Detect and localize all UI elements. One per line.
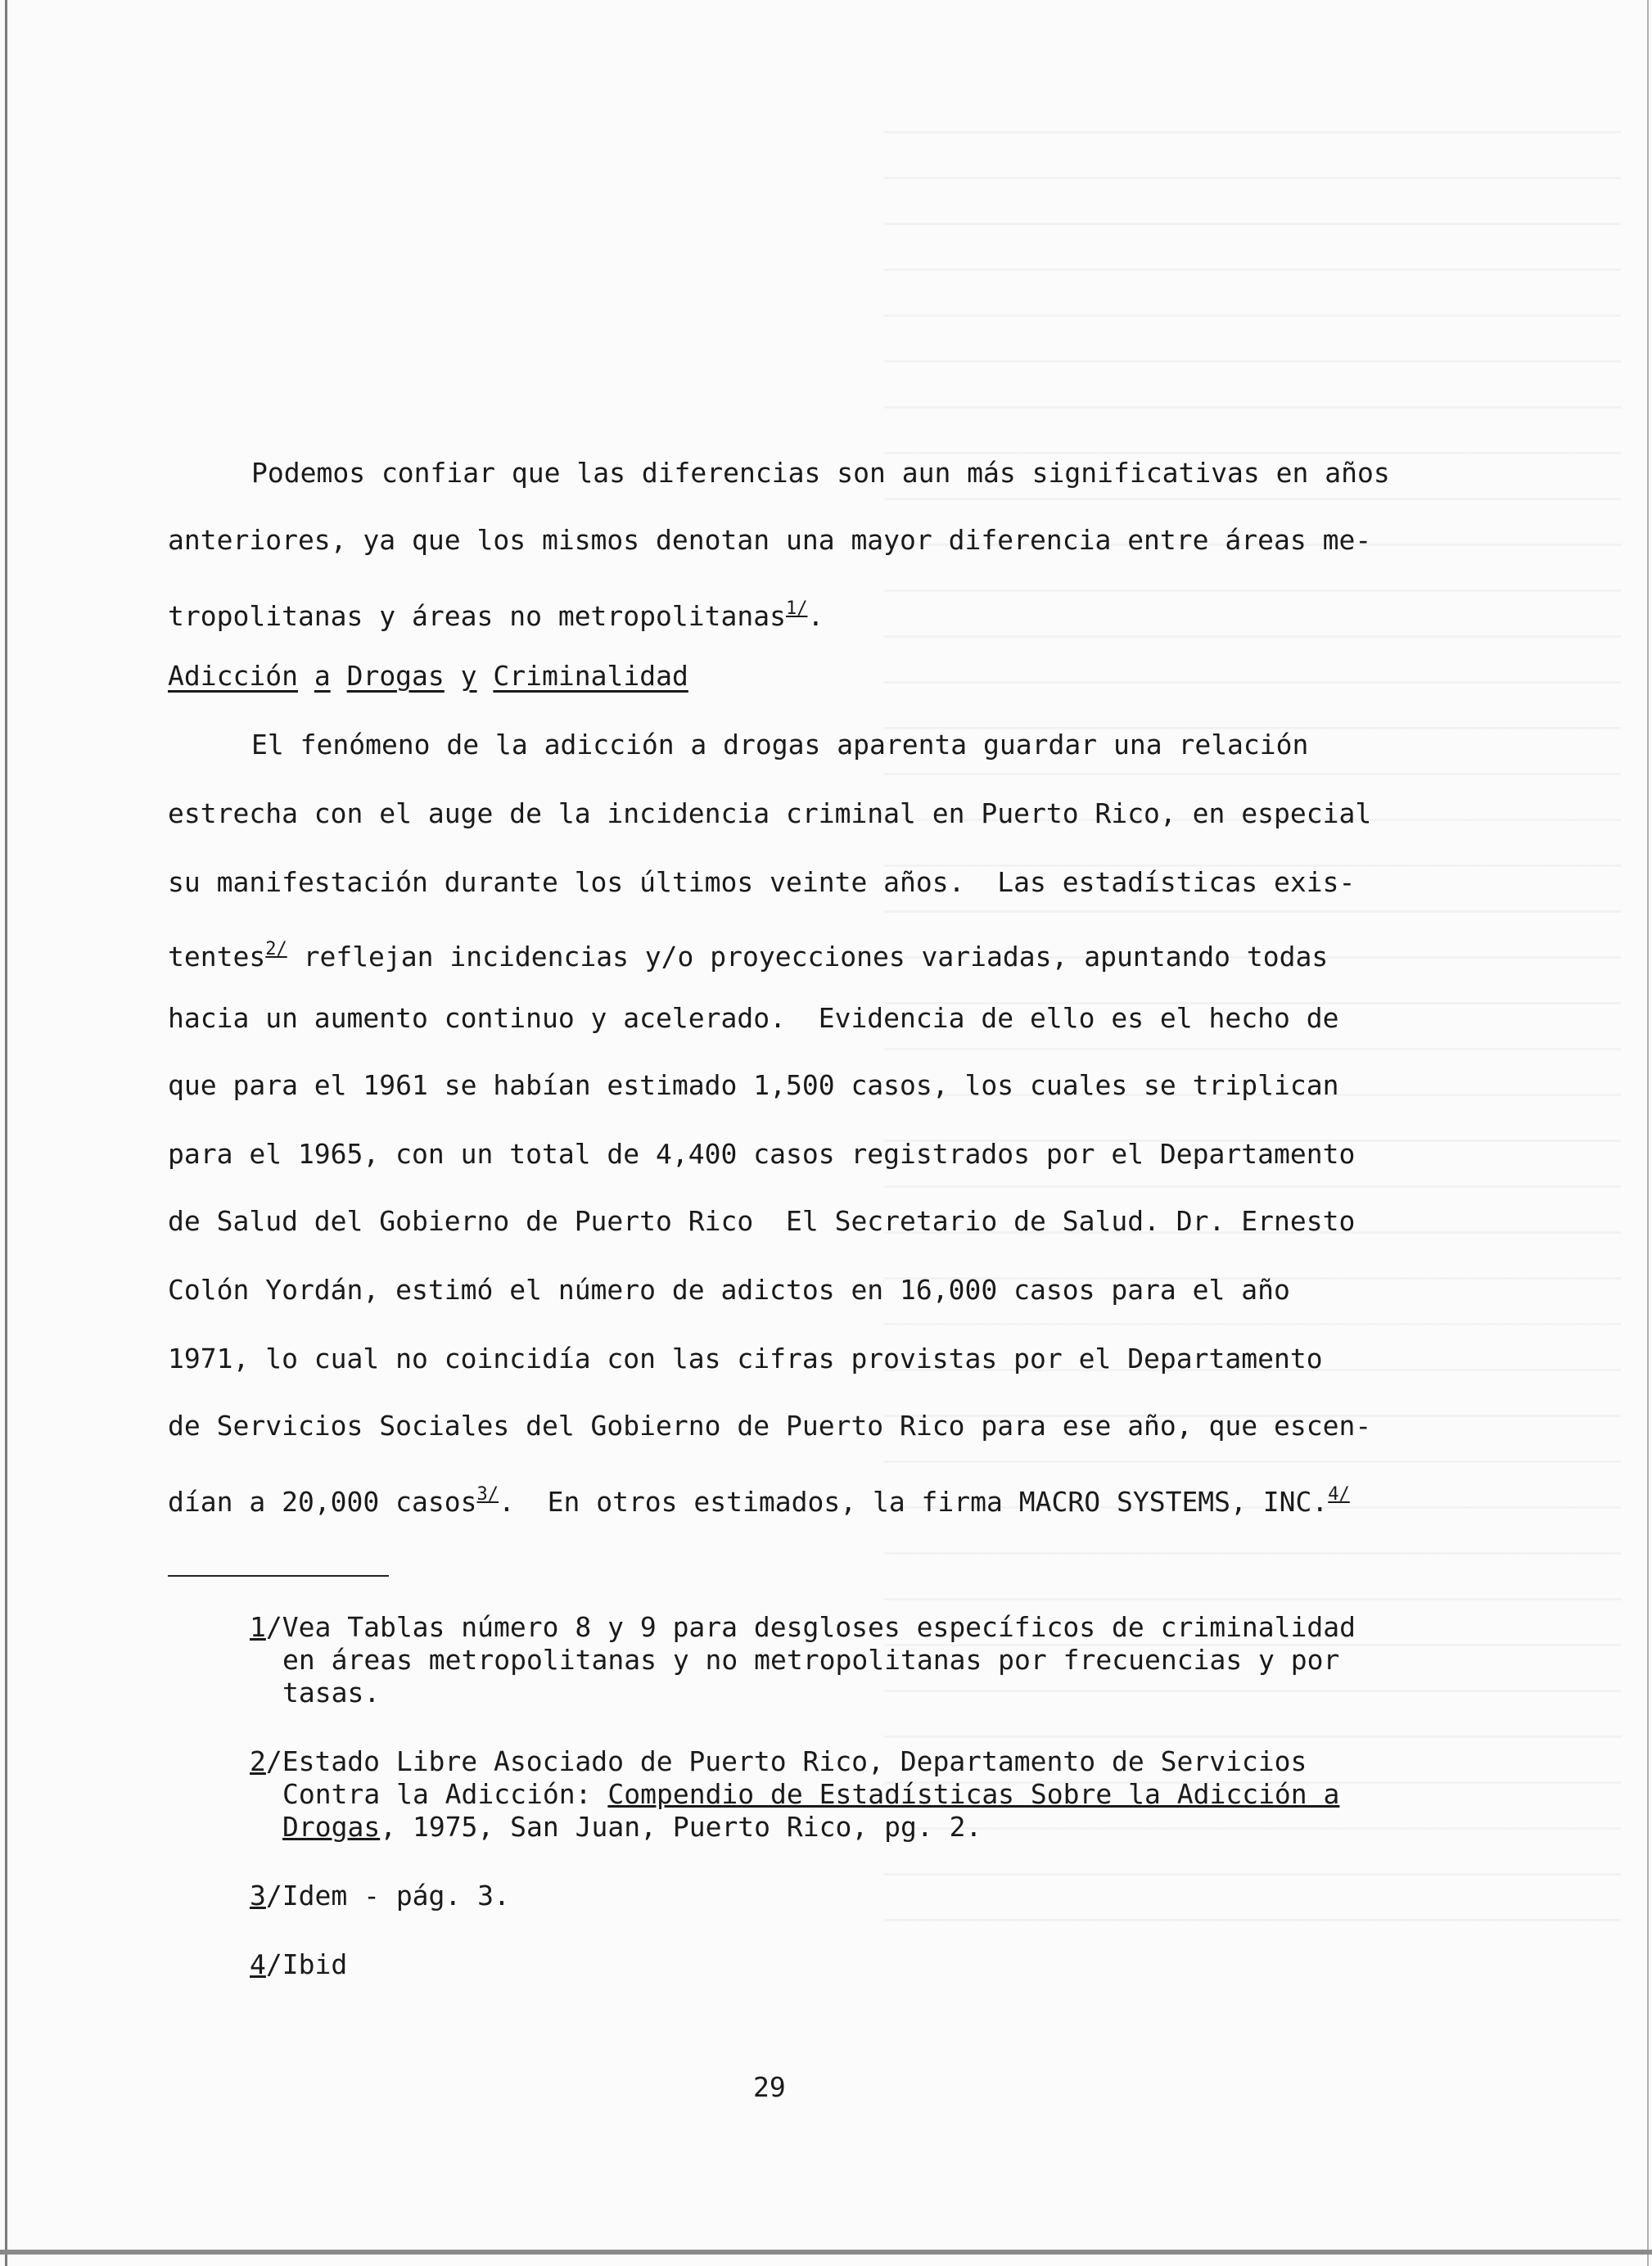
paragraph-line: para el 1965, con un total de 4,400 casos registrados por el Departamento — [168, 1138, 1356, 1170]
paragraph-line: El fenómeno de la adicción a drogas aparenta guardar una relación — [251, 729, 1309, 761]
footnote-text: /Estado Libre Asociado de Puerto Rico, Departamento de Servicios — [265, 1745, 1307, 1777]
paragraph-line: estrecha con el auge de la incidencia criminal en Puerto Rico, en especial — [168, 797, 1372, 829]
section-heading — [168, 660, 688, 693]
line-text: . — [807, 600, 824, 632]
footnote-ref-1: 1/ — [785, 598, 808, 619]
paragraph-line: anteriores, ya que los mismos denotan una mayor diferencia entre áreas me- — [168, 524, 1372, 556]
paragraph-line: su manifestación durante los últimos veinte años. Las estadísticas exis- — [168, 866, 1356, 898]
paragraph-line: que para el 1961 se habían estimado 1,500 casos, los cuales se triplican — [168, 1069, 1339, 1101]
footnote-2-cont — [282, 1811, 982, 1844]
heading-word: Adicción — [168, 660, 298, 692]
footnote-number: 4 — [250, 1948, 266, 1980]
heading-word: a — [314, 660, 331, 692]
footnote-2-cont — [282, 1778, 1339, 1811]
footnote-2 — [250, 1745, 1307, 1778]
footnote-number: 3 — [250, 1880, 266, 1912]
footnote-number: 1 — [250, 1611, 266, 1643]
paragraph-line: de Servicios Sociales del Gobierno de Puerto Rico para ese año, que escen- — [168, 1410, 1372, 1442]
footnote-1-cont: tasas. — [282, 1677, 381, 1709]
footnote-4 — [250, 1948, 347, 1981]
paragraph-line: Colón Yordán, estimó el número de adictos en 16,000 casos para el año — [168, 1274, 1290, 1306]
citation-title: Drogas — [282, 1811, 381, 1843]
citation-title: Compendio de Estadísticas Sobre la Adicción a — [607, 1778, 1340, 1810]
footnote-text: , 1975, San Juan, Puerto Rico, pg. 2. — [380, 1811, 982, 1843]
footnote-ref-4: 4/ — [1328, 1484, 1350, 1505]
footnote-text: /Vea Tablas número 8 y 9 para desgloses específicos de criminalidad — [265, 1611, 1356, 1643]
scan-edge-bottom — [0, 2250, 1652, 2255]
line-text: . En otros estimados, la firma MACRO SYSTEMS, INC. — [499, 1486, 1329, 1518]
paragraph-line: Podemos confiar que las diferencias son aun más significativas en años — [251, 457, 1390, 489]
heading-word: y — [460, 660, 477, 692]
footnote-number: 2 — [250, 1745, 266, 1777]
paragraph-line — [168, 593, 824, 633]
paragraph-line: hacia un aumento continuo y acelerado. Evidencia de ello es el hecho de — [168, 1002, 1339, 1034]
scan-edge-left — [5, 0, 7, 2266]
paragraph-line — [168, 933, 1328, 973]
line-text: tentes — [168, 941, 266, 973]
footnote-1 — [250, 1611, 1356, 1644]
scan-edge-right — [1647, 0, 1649, 2266]
paragraph-line — [168, 1478, 1350, 1519]
footnote-text: /Ibid — [265, 1948, 348, 1980]
line-text: dían a 20,000 casos — [168, 1486, 477, 1518]
footnote-separator — [168, 1575, 389, 1577]
footnote-text: /Idem - pág. 3. — [265, 1880, 510, 1912]
heading-word: Criminalidad — [493, 660, 688, 692]
footnote-3 — [250, 1880, 510, 1912]
heading-word: Drogas — [346, 660, 445, 692]
page-number: 29 — [753, 2071, 786, 2103]
paragraph-line: de Salud del Gobierno de Puerto Rico El Secretario de Salud. Dr. Ernesto — [168, 1205, 1356, 1237]
line-text: tropolitanas y áreas no metropolitanas — [168, 600, 786, 632]
line-text: reflejan incidencias y/o proyecciones variadas, apuntando todas — [287, 941, 1329, 973]
footnote-text: Contra la Adicción: — [282, 1778, 608, 1810]
footnote-ref-2: 2/ — [265, 939, 287, 959]
footnote-ref-3: 3/ — [476, 1484, 499, 1505]
paragraph-line: 1971, lo cual no coincidía con las cifras provistas por el Departamento — [168, 1343, 1323, 1374]
footnote-1-cont: en áreas metropolitanas y no metropolitanas por frecuencias y por — [282, 1644, 1340, 1676]
